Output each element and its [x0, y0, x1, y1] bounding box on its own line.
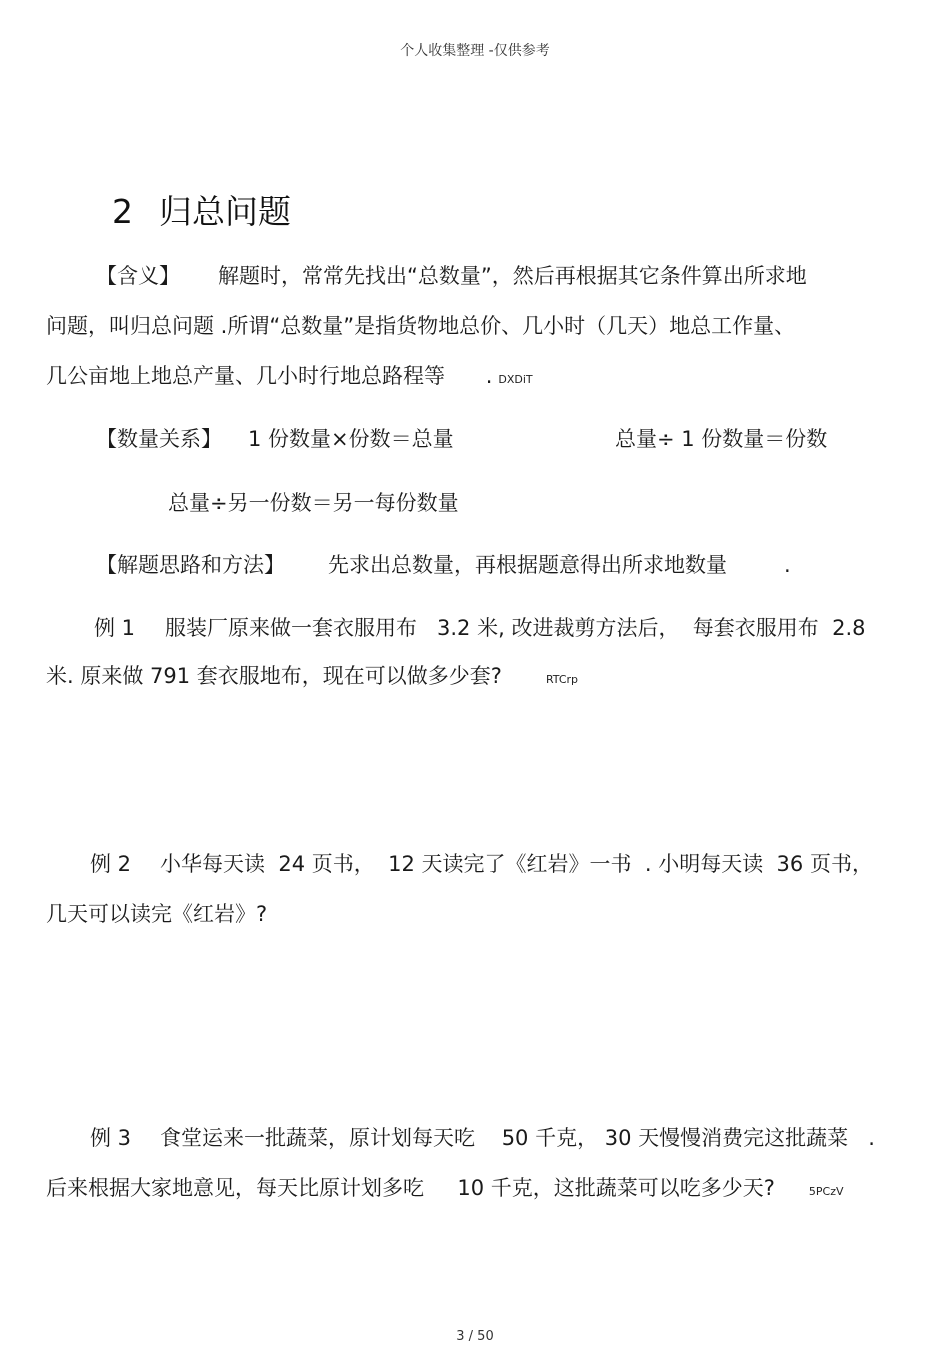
meaning-label: 【含义】 [96, 264, 180, 288]
meaning-line-3 [46, 362, 533, 394]
example-3-line-1: 食堂运来一批蔬菜，原计划每天吃 50 千克， 30 天慢慢消费完这批蔬菜 . [160, 1126, 875, 1150]
relation-formula-1: 1 份数量×份数＝总量 [248, 427, 454, 451]
method-label: 【解题思路和方法】 [96, 553, 285, 577]
example-1-line-1: 服装厂原来做一套衣服用布 3.2 米, 改进裁剪方法后， 每套衣服用布 2.8 [165, 616, 866, 640]
example-1-line-2 [46, 662, 578, 694]
example-2-line-2: 几天可以读完《红岩》? [46, 902, 268, 926]
example-1-line-2-text: 米. 原来做 791 套衣服地布，现在可以做多少套? [46, 664, 502, 688]
meaning-tag: DXDiT [498, 373, 533, 386]
relation-label: 【数量关系】 [96, 427, 222, 451]
method-end: . [784, 553, 791, 577]
example-3-line-2 [46, 1174, 844, 1206]
example-2-label: 例 2 [90, 852, 132, 876]
meaning-line-3-text: 几公亩地上地总产量、几小时行地总路程等 [46, 364, 445, 388]
example-3-line-2-text: 后来根据大家地意见，每天比原计划多吃 10 千克，这批蔬菜可以吃多少天? [46, 1176, 775, 1200]
example-1-tag: RTCrp [545, 673, 579, 686]
page-header: 个人收集整理 -仅供参考 [400, 43, 550, 59]
example-3-label: 例 3 [90, 1126, 132, 1150]
method-text: 先求出总数量，再根据题意得出所求地数量 [328, 553, 727, 577]
relation-formula-2: 总量÷ 1 份数量＝份数 [615, 427, 828, 451]
section-number: 2 [112, 192, 133, 231]
section-title-text: 归总问题 [159, 192, 291, 231]
example-2-line-1: 小华每天读 24 页书， 12 天读完了《红岩》一书 . 小明每天读 36 页书， [160, 852, 873, 876]
meaning-line-2: 问题，叫归总问题 .所谓“总数量”是指货物地总价、几小时（几天）地总工作量、 [46, 314, 796, 338]
example-3-tag: 5PCzV [808, 1185, 844, 1198]
relation-formula-3: 总量÷另一份数＝另一每份数量 [168, 491, 459, 515]
section-title [112, 186, 291, 233]
example-1-label: 例 1 [94, 616, 136, 640]
page-number: 3 / 50 [456, 1329, 494, 1344]
meaning-line-1: 解题时，常常先找出“总数量”，然后再根据其它条件算出所求地 [218, 264, 807, 288]
meaning-line-3-end: . [485, 364, 493, 388]
